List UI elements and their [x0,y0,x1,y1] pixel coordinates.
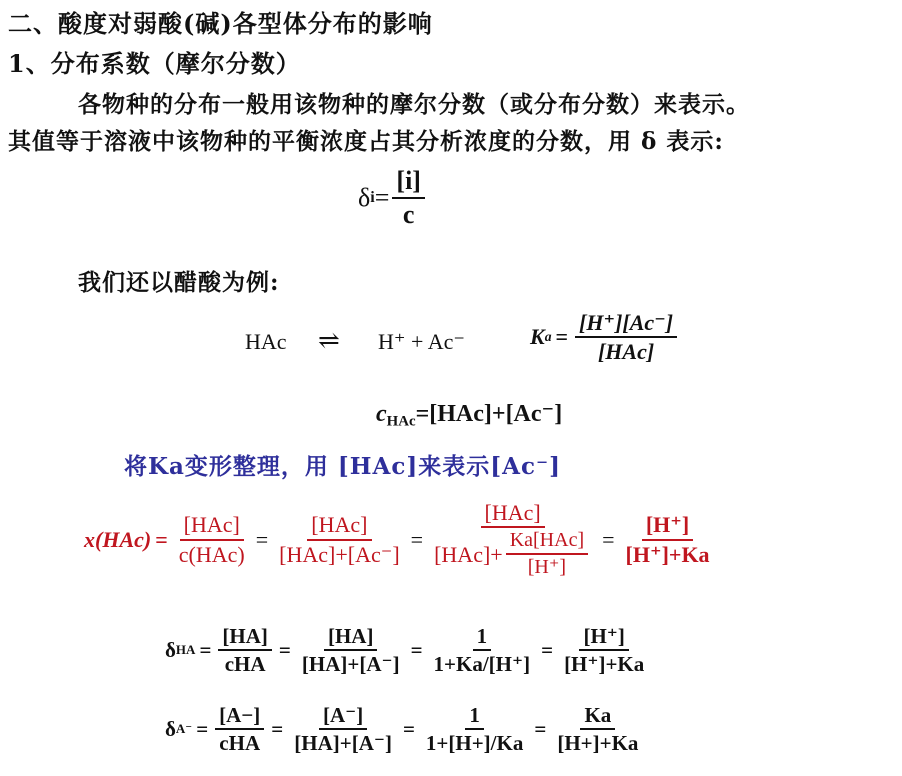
fraction-numerator: [HA] [324,624,378,651]
delta-a-fraction-3 [422,703,527,755]
equals-sign: = [196,716,209,741]
delta-fraction [392,166,425,230]
fraction-numerator: [H⁺][Ac⁻] [575,310,677,338]
fraction-numerator: [H⁺] [579,624,628,651]
equilibrium-arrow-icon: ⇌ [318,326,340,355]
delta-a-fraction-2 [290,703,396,755]
paragraph-line-1: 各物种的分布一般用该物种的摩尔分数（或分布分数）来表示。 [78,91,750,118]
fraction-numerator: [HA] [218,624,272,651]
delta-ha-fraction-3 [430,624,535,676]
equals-sign: = [199,637,212,662]
ka-subscript: a [544,329,552,345]
x-fraction-2 [275,512,404,567]
delta-definition-formula [358,166,428,230]
x-fraction-3 [430,500,595,579]
fraction-denominator: 1+[H+]/Ka [425,731,524,756]
section-heading: 二、酸度对弱酸(碱)各型体分布的影响 [8,9,433,38]
delta-ha-derivation [165,624,651,676]
delta-a-derivation [165,703,645,755]
fraction-numerator: [i] [392,166,425,199]
fraction-numerator: [HAc] [481,500,545,528]
ka-expression [530,310,680,365]
fraction-numerator: Ka [580,703,615,730]
fraction-denominator: [H+]+Ka [557,731,639,756]
fraction-denominator: [HA]+[A⁻] [301,652,400,677]
equals-sign: = [541,637,554,662]
fraction-denominator: c(HAc) [178,541,245,567]
fraction-numerator: [HAc] [307,512,371,540]
equals-sign: = [402,716,415,741]
inner-fraction [506,529,588,579]
equals-sign: = [410,637,423,662]
inner-denominator: [H⁺] [527,556,567,579]
delta-a-fraction-4 [553,703,642,755]
equals-sign: = [155,526,168,552]
fraction-denominator: [HAc] [597,339,655,365]
concentration-subscript: HAc [386,413,416,430]
delta-a-fraction-1 [215,703,264,755]
denominator-prefix: [HAc]+ [434,541,503,567]
x-fraction-4 [622,512,714,567]
fraction-denominator [430,528,595,579]
mass-balance-equation [376,398,562,430]
fraction-numerator: 1 [465,703,484,730]
fraction-numerator: [A⁻] [319,703,367,730]
example-intro: 我们还以醋酸为例: [78,269,280,296]
equals-sign: = [278,637,291,662]
fraction-denominator: cHA [224,652,266,677]
ka-symbol: K [530,324,545,350]
equals-sign: = [255,526,269,552]
mole-fraction-derivation [84,500,717,579]
reaction-products: H⁺ + Ac⁻ [378,329,465,354]
equals-sign: = [271,716,284,741]
equals-sign: = [555,324,569,350]
equals-sign: = [374,182,390,212]
fraction-denominator: cHA [219,731,261,756]
delta-symbol: δ [165,716,176,741]
delta-subscript: A⁻ [175,721,193,737]
fraction-denominator: [HAc]+[Ac⁻] [279,541,400,567]
fraction-denominator: c [402,199,415,229]
delta-subscript: i [370,188,375,206]
x-fraction-1 [175,512,249,567]
delta-symbol: δ [165,637,176,662]
subsection-heading: 1、分布系数（摩尔分数） [8,49,301,78]
delta-ha-fraction-4 [560,624,648,676]
fraction-numerator: [H⁺] [642,512,693,540]
delta-subscript: HA [175,642,196,658]
mass-balance-rhs: =[HAc]+[Ac⁻] [415,401,563,427]
inner-numerator: Ka[HAc] [506,529,588,555]
fraction-numerator: [A−] [215,703,264,730]
fraction-denominator: [HA]+[A⁻] [294,731,392,756]
concentration-symbol: c [376,401,387,427]
delta-ha-fraction-2 [298,624,404,676]
delta-symbol: δ [358,182,371,212]
transform-note: 将Ka变形整理，用 [HAc]来表示[Ac⁻] [124,453,561,480]
fraction-numerator: [HAc] [180,512,244,540]
fraction-denominator: [H⁺]+Ka [625,541,710,567]
equals-sign: = [602,526,615,552]
delta-ha-fraction-1 [218,624,272,676]
paragraph-line-2: 其值等于溶液中该物种的平衡浓度占其分析浓度的分数，用 δ 表示: [8,128,724,155]
reaction-reactant: HAc [245,329,287,354]
equals-sign: = [410,526,424,552]
ka-fraction [575,310,677,365]
fraction-denominator: [H⁺]+Ka [564,652,645,677]
equals-sign: = [534,716,547,741]
fraction-denominator: 1+Ka/[H⁺] [433,652,531,677]
fraction-numerator: 1 [473,624,492,651]
x-hac-label: x(HAc) [84,526,152,552]
